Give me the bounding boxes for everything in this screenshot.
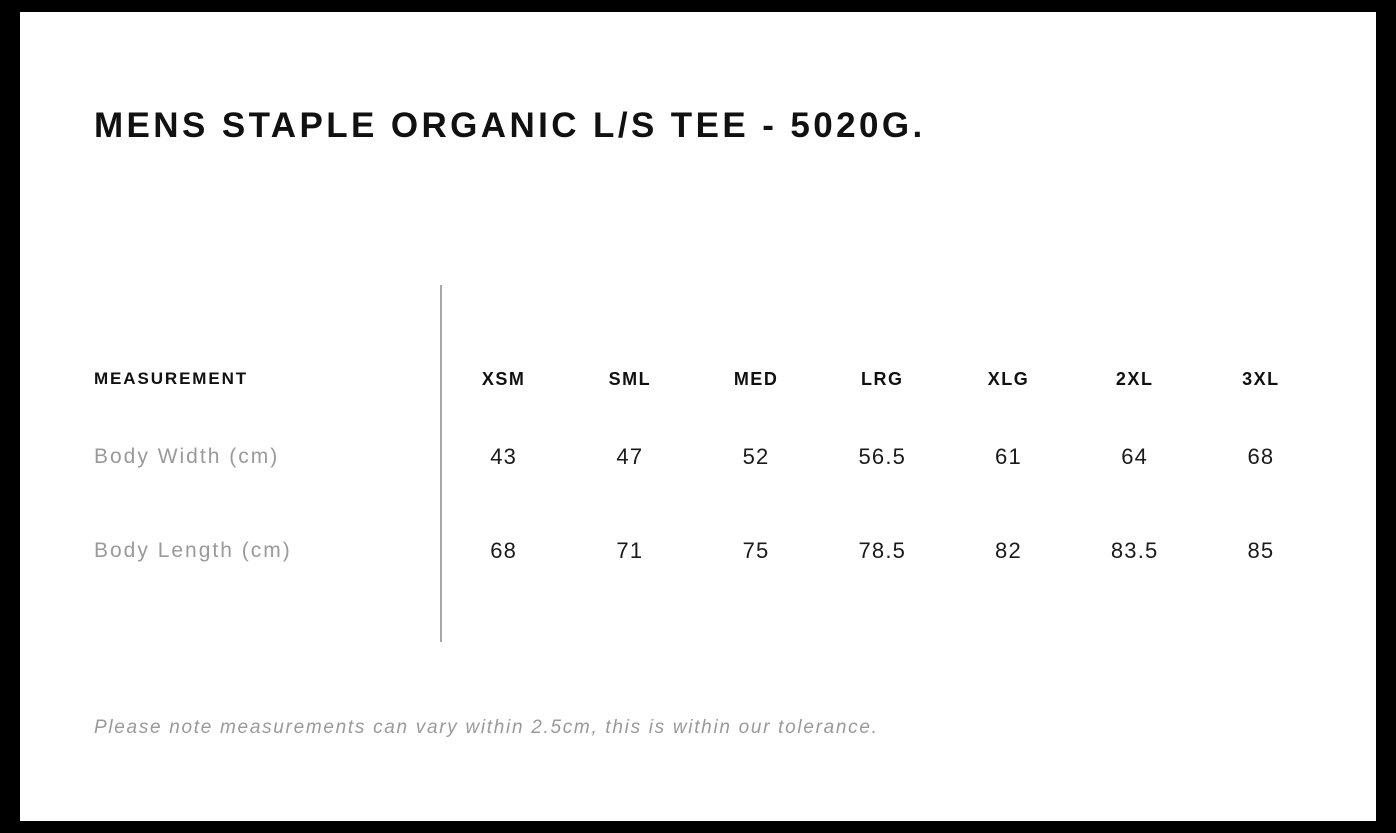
cell-body-length-sml: 71 (616, 538, 644, 563)
cell-body-length-xsm: 68 (490, 538, 518, 563)
cell-body-width-med: 52 (742, 444, 770, 469)
column-header-size-lrg: LRG (861, 368, 904, 389)
cell-body-width-2xl: 64 (1121, 444, 1149, 469)
column-header-size-xsm: XSM (481, 368, 526, 389)
column-header-measurement: MEASUREMENT (94, 369, 249, 388)
table-row (94, 504, 1324, 598)
cell-body-length-2xl: 83.5 (1110, 538, 1159, 563)
column-header-size-3xl: 3XL (1242, 368, 1280, 389)
size-chart-table (94, 348, 1324, 598)
cell-body-width-xsm: 43 (490, 444, 518, 469)
row-label-body-width: Body Width (cm) (94, 445, 280, 468)
cell-body-width-sml: 47 (616, 444, 644, 469)
column-header-size-med: MED (733, 368, 779, 389)
tolerance-note: Please note measurements can vary within 2.5cm, this is within our tolerance. (94, 717, 879, 738)
column-header-size-2xl: 2XL (1115, 368, 1154, 389)
row-label-body-length: Body Length (cm) (94, 539, 292, 562)
cell-body-width-3xl: 68 (1247, 444, 1275, 469)
table-header-row (94, 348, 1324, 410)
cell-body-width-lrg: 56.5 (858, 444, 907, 469)
column-header-size-xlg: XLG (987, 368, 1030, 389)
page-title: MENS STAPLE ORGANIC L/S TEE - 5020G. (94, 106, 926, 145)
size-chart-page (20, 12, 1376, 821)
cell-body-length-xlg: 82 (995, 538, 1022, 563)
column-header-size-sml: SML (608, 368, 652, 389)
cell-body-length-3xl: 85 (1247, 538, 1275, 563)
cell-body-length-med: 75 (742, 538, 770, 563)
table-row (94, 410, 1324, 504)
cell-body-length-lrg: 78.5 (858, 538, 907, 563)
cell-body-width-xlg: 61 (995, 444, 1022, 469)
